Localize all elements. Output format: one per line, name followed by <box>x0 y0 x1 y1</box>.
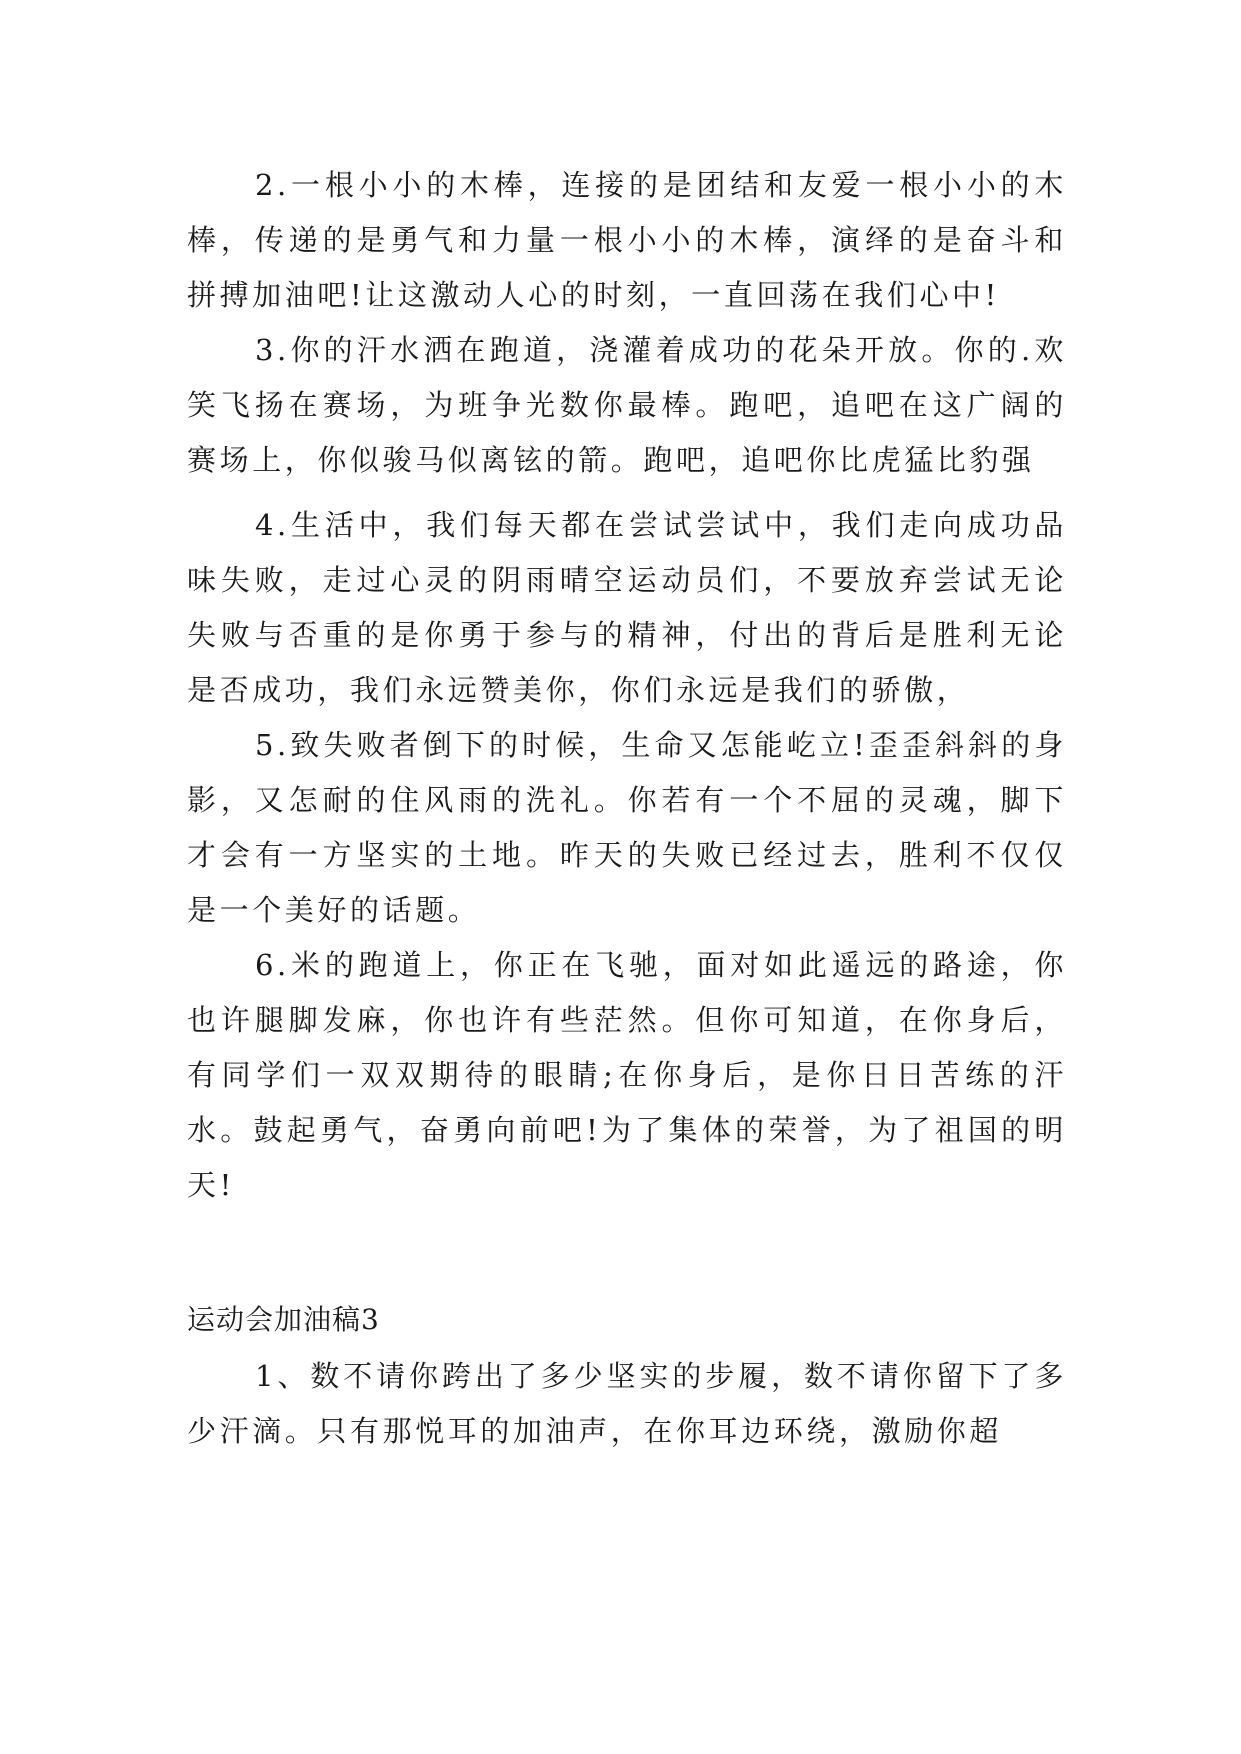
paragraph-6: 6.米的跑道上，你正在飞驰，面对如此遥远的路途，你也许腿脚发麻，你也许有些茫然。但你可知道，在你身后，有同学们一双双期待的眼睛;在你身后，是你日日苦练的汗水。鼓起勇气，奋勇向前吧!为了集体的荣誉，为了祖国的明天! <box>187 948 1067 1202</box>
paragraph-5: 5.致失败者倒下的时候，生命又怎能屹立!歪歪斜斜的身影，又怎耐的住风雨的洗礼。你若有一个不屈的灵魂，脚下才会有一方坚实的土地。昨天的失败已经过去，胜利不仅仅是一个美好的话题。 <box>187 728 1067 927</box>
section3-paragraph-1: 1、数不请你跨出了多少坚实的步履，数不请你留下了多少汗滴。只有那悦耳的加油声，在你耳边环绕，激励你超 <box>187 1359 1067 1448</box>
paragraph-4: 4.生活中，我们每天都在尝试尝试中，我们走向成功品味失败，走过心灵的阴雨晴空运动员们，不要放弃尝试无论失败与否重的是你勇于参与的精神，付出的背后是胜利无论是否成功，我们永远赞美你，你们永远是我们的骄傲， <box>187 508 1067 707</box>
section-heading: 运动会加油稿3 <box>187 1303 380 1336</box>
paragraph-3: 3.你的汗水洒在跑道，浇灌着成功的花朵开放。你的.欢笑飞扬在赛场，为班争光数你最棒。跑吧，追吧在这广阔的赛场上，你似骏马似离铉的箭。跑吧，追吧你比虎猛比豹强 <box>187 333 1067 477</box>
document-body <box>187 158 1067 1459</box>
paragraph-2: 2.一根小小的木棒，连接的是团结和友爱一根小小的木棒，传递的是勇气和力量一根小小的木棒，演绎的是奋斗和拼搏加油吧!让这激动人心的时刻，一直回荡在我们心中! <box>187 168 1067 312</box>
